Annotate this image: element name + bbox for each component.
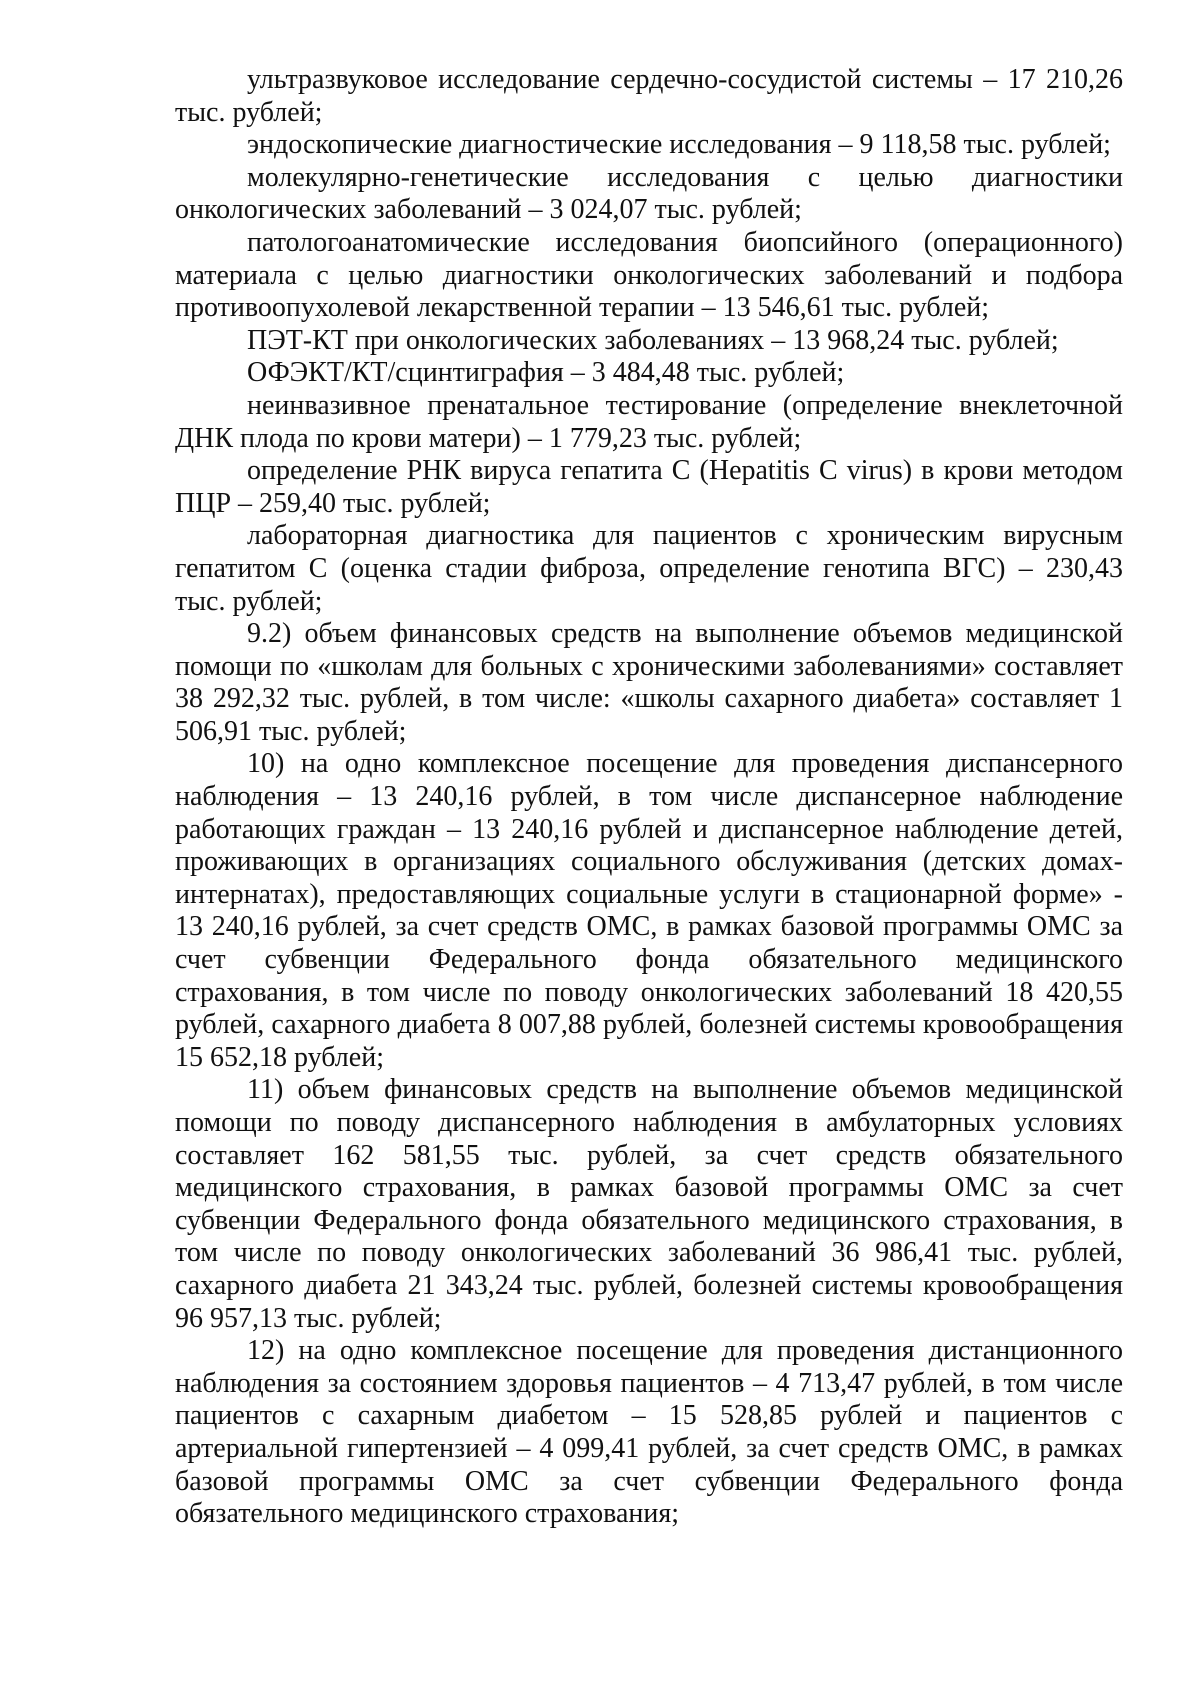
paragraph-pet-ct: ПЭТ-КТ при онкологических заболеваниях – 13 968,24 тыс. рублей; [247, 324, 1059, 356]
paragraph-item-9-2: 9.2) объем финансовых средств на выполнение объемов медицинской помощи по «школам для больных с хроническими заболеваниями» составляет 38 292,32 тыс. рублей, в том числе: «школы сахарного диабета» составляет 1 506,91 тыс. рублей; [175, 618, 1123, 747]
paragraph-item-10: 10) на одно комплексное посещение для проведения диспансерного наблюдения – 13 240,16 рублей, в том числе диспансерное наблюдение работающих граждан – 13 240,16 рублей и диспансерное наблюдение детей, проживающих в организациях социального обслуживания (детских домах-интернатах), предоставляющих социальные услуги в стационарной форме» - 13 240,16 рублей, за счет средств ОМС, в рамках базовой программы ОМС за счет субвенции Федерального фонда обязательного медицинского страхования, в том числе по поводу онкологических заболеваний 18 420,55 рублей, сахарного диабета 8 007,88 рублей, болезней системы кровообращения 15 652,18 рублей; [175, 748, 1123, 1073]
paragraph-ultrasound: ультразвуковое исследование сердечно-сосудистой системы – 17 210,26 тыс. рублей; [175, 64, 1123, 128]
paragraph-molecular-genetic: молекулярно-генетические исследования с целью диагностики онкологических заболеваний – 3 024,07 тыс. рублей; [175, 161, 1123, 226]
paragraph-prenatal-testing: неинвазивное пренатальное тестирование (определение внеклеточной ДНК плода по крови матери) – 1 779,23 тыс. рублей; [175, 389, 1123, 454]
paragraph-pathology: патологоанатомические исследования биопсийного (операционного) материала с целью диагностики онкологических заболеваний и подбора противоопухолевой лекарственной терапии – 13 546,61 тыс. рублей; [175, 226, 1123, 324]
document-page [175, 64, 1123, 1531]
paragraph-item-12: 12) на одно комплексное посещение для проведения дистанционного наблюдения за состоянием здоровья пациентов – 4 713,47 рублей, в том числе пациентов с сахарным диабетом – 15 528,85 рублей и пациентов с артериальной гипертензией – 4 099,41 рублей, за счет средств ОМС, в рамках базовой программы ОМС за счет субвенции Федерального фонда обязательного медицинского страхования; [175, 1335, 1123, 1530]
paragraph-item-11: 11) объем финансовых средств на выполнение объемов медицинской помощи по поводу диспансерного наблюдения в амбулаторных условиях составляет 162 581,55 тыс. рублей, за счет средств обязательного медицинского страхования, в рамках базовой программы ОМС за счет субвенции Федерального фонда обязательного медицинского страхования, в том числе по поводу онкологических заболеваний 36 986,41 тыс. рублей, сахарного диабета 21 343,24 тыс. рублей, болезней системы кровообращения 96 957,13 тыс. рублей; [175, 1074, 1123, 1334]
paragraph-endoscopy: эндоскопические диагностические исследования – 9 118,58 тыс. рублей; [247, 129, 1111, 161]
paragraph-hcv-rna: определение РНК вируса гепатита С (Hepatitis C virus) в крови методом ПЦР – 259,40 тыс. рублей; [175, 455, 1123, 519]
paragraph-spect-ct: ОФЭКТ/КТ/сцинтиграфия – 3 484,48 тыс. рублей; [247, 357, 845, 389]
paragraph-hepatitis-lab: лабораторная диагностика для пациентов с хроническим вирусным гепатитом С (оценка стадии фиброза, определение генотипа ВГС) – 230,43 тыс. рублей; [175, 520, 1123, 617]
